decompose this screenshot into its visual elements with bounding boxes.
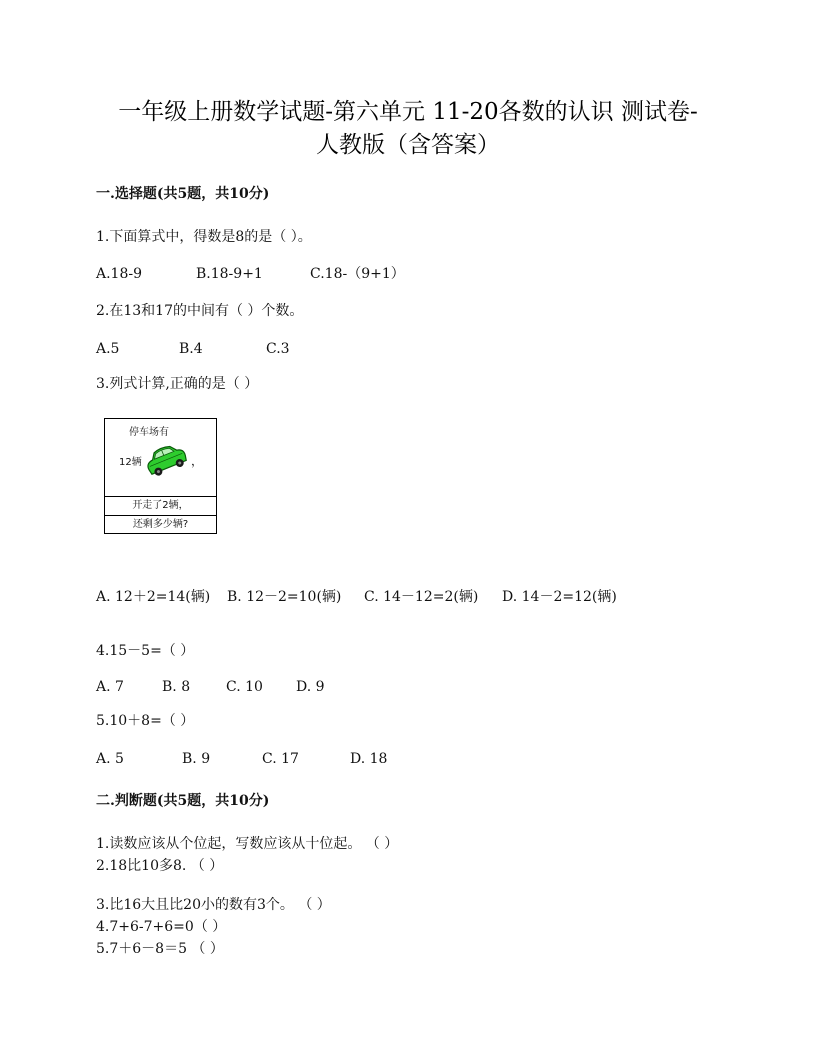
q5-option-a: A. 5 — [96, 751, 124, 767]
figure-comma: ， — [191, 454, 204, 468]
q4-option-a: A. 7 — [96, 679, 124, 695]
q3-option-b: B. 12－2=10(辆) — [227, 589, 342, 605]
judge-item-5: 5.7＋6－8＝5 （ ） — [96, 941, 224, 957]
q4-option-b: B. 8 — [162, 679, 191, 695]
judge-item-2: 2.18比10多8. （ ） — [96, 858, 224, 874]
q1-option-b: B.18-9+1 — [196, 266, 263, 282]
q5-option-c: C. 17 — [262, 751, 299, 767]
judge-item-1: 1.读数应该从个位起，写数应该从十位起。 （ ） — [96, 836, 399, 852]
q5-option-d: D. 18 — [350, 751, 388, 767]
question-1: 1.下面算式中，得数是8的是（ ）。 — [96, 229, 312, 245]
q2-option-b: B.4 — [179, 341, 203, 357]
figure-row-remaining: 还剩多少辆? — [132, 519, 189, 530]
car-icon — [143, 443, 189, 479]
q3-option-a: A. 12＋2=14(辆) — [96, 589, 211, 605]
page-title-line1: 一年级上册数学试题-第六单元 11-20各数的认识 测试卷- — [118, 99, 698, 125]
section2-heading: 二.判断题(共5题，共10分) — [96, 793, 270, 809]
question-3: 3.列式计算,正确的是（ ） — [96, 376, 259, 392]
figure-caption-count: 12辆 — [119, 457, 142, 468]
q3-option-c: C. 14－12=2(辆) — [364, 589, 479, 605]
judge-item-4: 4.7+6-7+6=0（ ） — [96, 919, 227, 935]
q4-option-d: D. 9 — [296, 679, 325, 695]
section1-heading: 一.选择题(共5题，共10分) — [96, 186, 270, 202]
q3-option-d: D. 14－2=12(辆) — [502, 589, 617, 605]
q1-option-c: C.18-（9+1） — [310, 266, 405, 282]
question-5: 5.10＋8=（ ） — [96, 713, 195, 729]
figure-top-cell — [105, 419, 216, 497]
figure-caption-parking: 停车场有 — [129, 427, 169, 438]
judge-item-3: 3.比16大且比20小的数有3个。 （ ） — [96, 897, 331, 913]
q2-option-a: A.5 — [96, 341, 120, 357]
q4-option-c: C. 10 — [226, 679, 263, 695]
page-title-line2: 人教版（含答案） — [316, 132, 500, 158]
figure-row-left: 开走了2辆， — [105, 497, 216, 516]
q2-option-c: C.3 — [266, 341, 290, 357]
q5-option-b: B. 9 — [182, 751, 211, 767]
q1-option-a: A.18-9 — [96, 266, 143, 282]
parking-lot-figure — [104, 418, 217, 534]
question-2: 2.在13和17的中间有（ ）个数。 — [96, 303, 304, 319]
question-4: 4.15－5=（ ） — [96, 643, 195, 659]
